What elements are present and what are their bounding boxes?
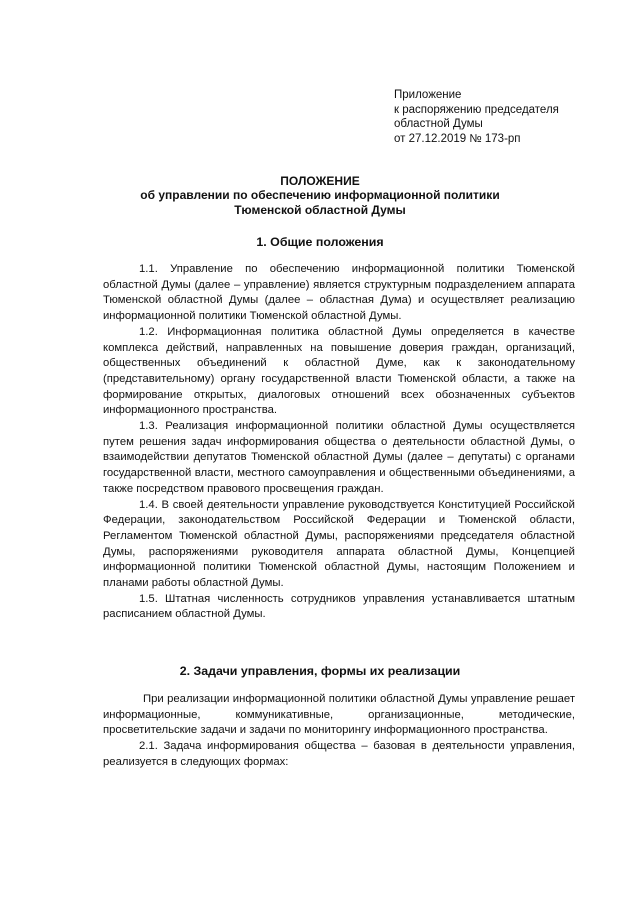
- paragraph-1-2: 1.2. Информационная политика областной Думы определяется в качестве комплекса действий, направленных на повышение доверия граждан, организаций, общественных объединений к областной Думе, как к законодательному (представительному) органу государственной власти Тюменской области, а также на формирование открытых, диалоговых отношений всех обозначенных субъектов информационного пространства.: [103, 325, 575, 417]
- appendix-line: к распоряжению председателя: [394, 103, 559, 116]
- section-2-heading: 2. Задачи управления, формы их реализации: [179, 664, 461, 678]
- appendix-note: [394, 88, 634, 146]
- section-1-body: [103, 262, 575, 623]
- paragraph-2-intro: При реализации информационной политики областной Думы управление решает информационные, коммуникативные, организационные, методические, просветительские задачи и задачи по мониторингу информационного пространства.: [103, 693, 575, 737]
- appendix-line: областной Думы: [394, 118, 483, 131]
- paragraph-1-5: 1.5. Штатная численность сотрудников управления устанавливается штатным расписанием областной Думы.: [103, 592, 575, 621]
- document-title: [60, 174, 580, 217]
- title-line: ПОЛОЖЕНИЕ: [280, 174, 360, 188]
- section-1-heading: 1. Общие положения: [256, 235, 384, 249]
- paragraph-1-4: 1.4. В своей деятельности управление руководствуется Конституцией Российской Федерации, законодательством Российской Федерации и Тюменской области, Регламентом Тюменской областной Думы, распоряжениями председателя областной Думы, распоряжениями руководителя аппарата областной Думы, Концепцией информационной политики Тюменской областной Думы, настоящим Положением и планами работы областной Думы.: [103, 498, 575, 590]
- paragraph-1-3: 1.3. Реализация информационной политики областной Думы осуществляется путем решения задач информирования общества о деятельности областной Думы, о взаимодействии депутатов Тюменской областной Думы (далее – депутаты) с органами государственной власти, местного самоуправления и общественными объединениями, а также посредством правового просвещения граждан.: [103, 420, 575, 495]
- paragraph-2-1: 2.1. Задача информирования общества – базовая в деятельности управления, реализуется в следующих формах:: [103, 740, 575, 768]
- title-line: Тюменской областной Думы: [234, 202, 406, 217]
- section-2-body: [103, 692, 575, 771]
- appendix-date-line: от 27.12.2019 № 173-рп: [394, 132, 521, 145]
- appendix-line: Приложение: [394, 89, 462, 101]
- paragraph-1-1: 1.1. Управление по обеспечению информационной политики Тюменской областной Думы (далее – управление) является структурным подразделением аппарата Тюменской областной Думы (далее – областная Дума) и осуществляет реализацию информационной политики Тюменской областной Думы.: [103, 263, 575, 323]
- title-line: об управлении по обеспечению информационной политики: [140, 188, 500, 203]
